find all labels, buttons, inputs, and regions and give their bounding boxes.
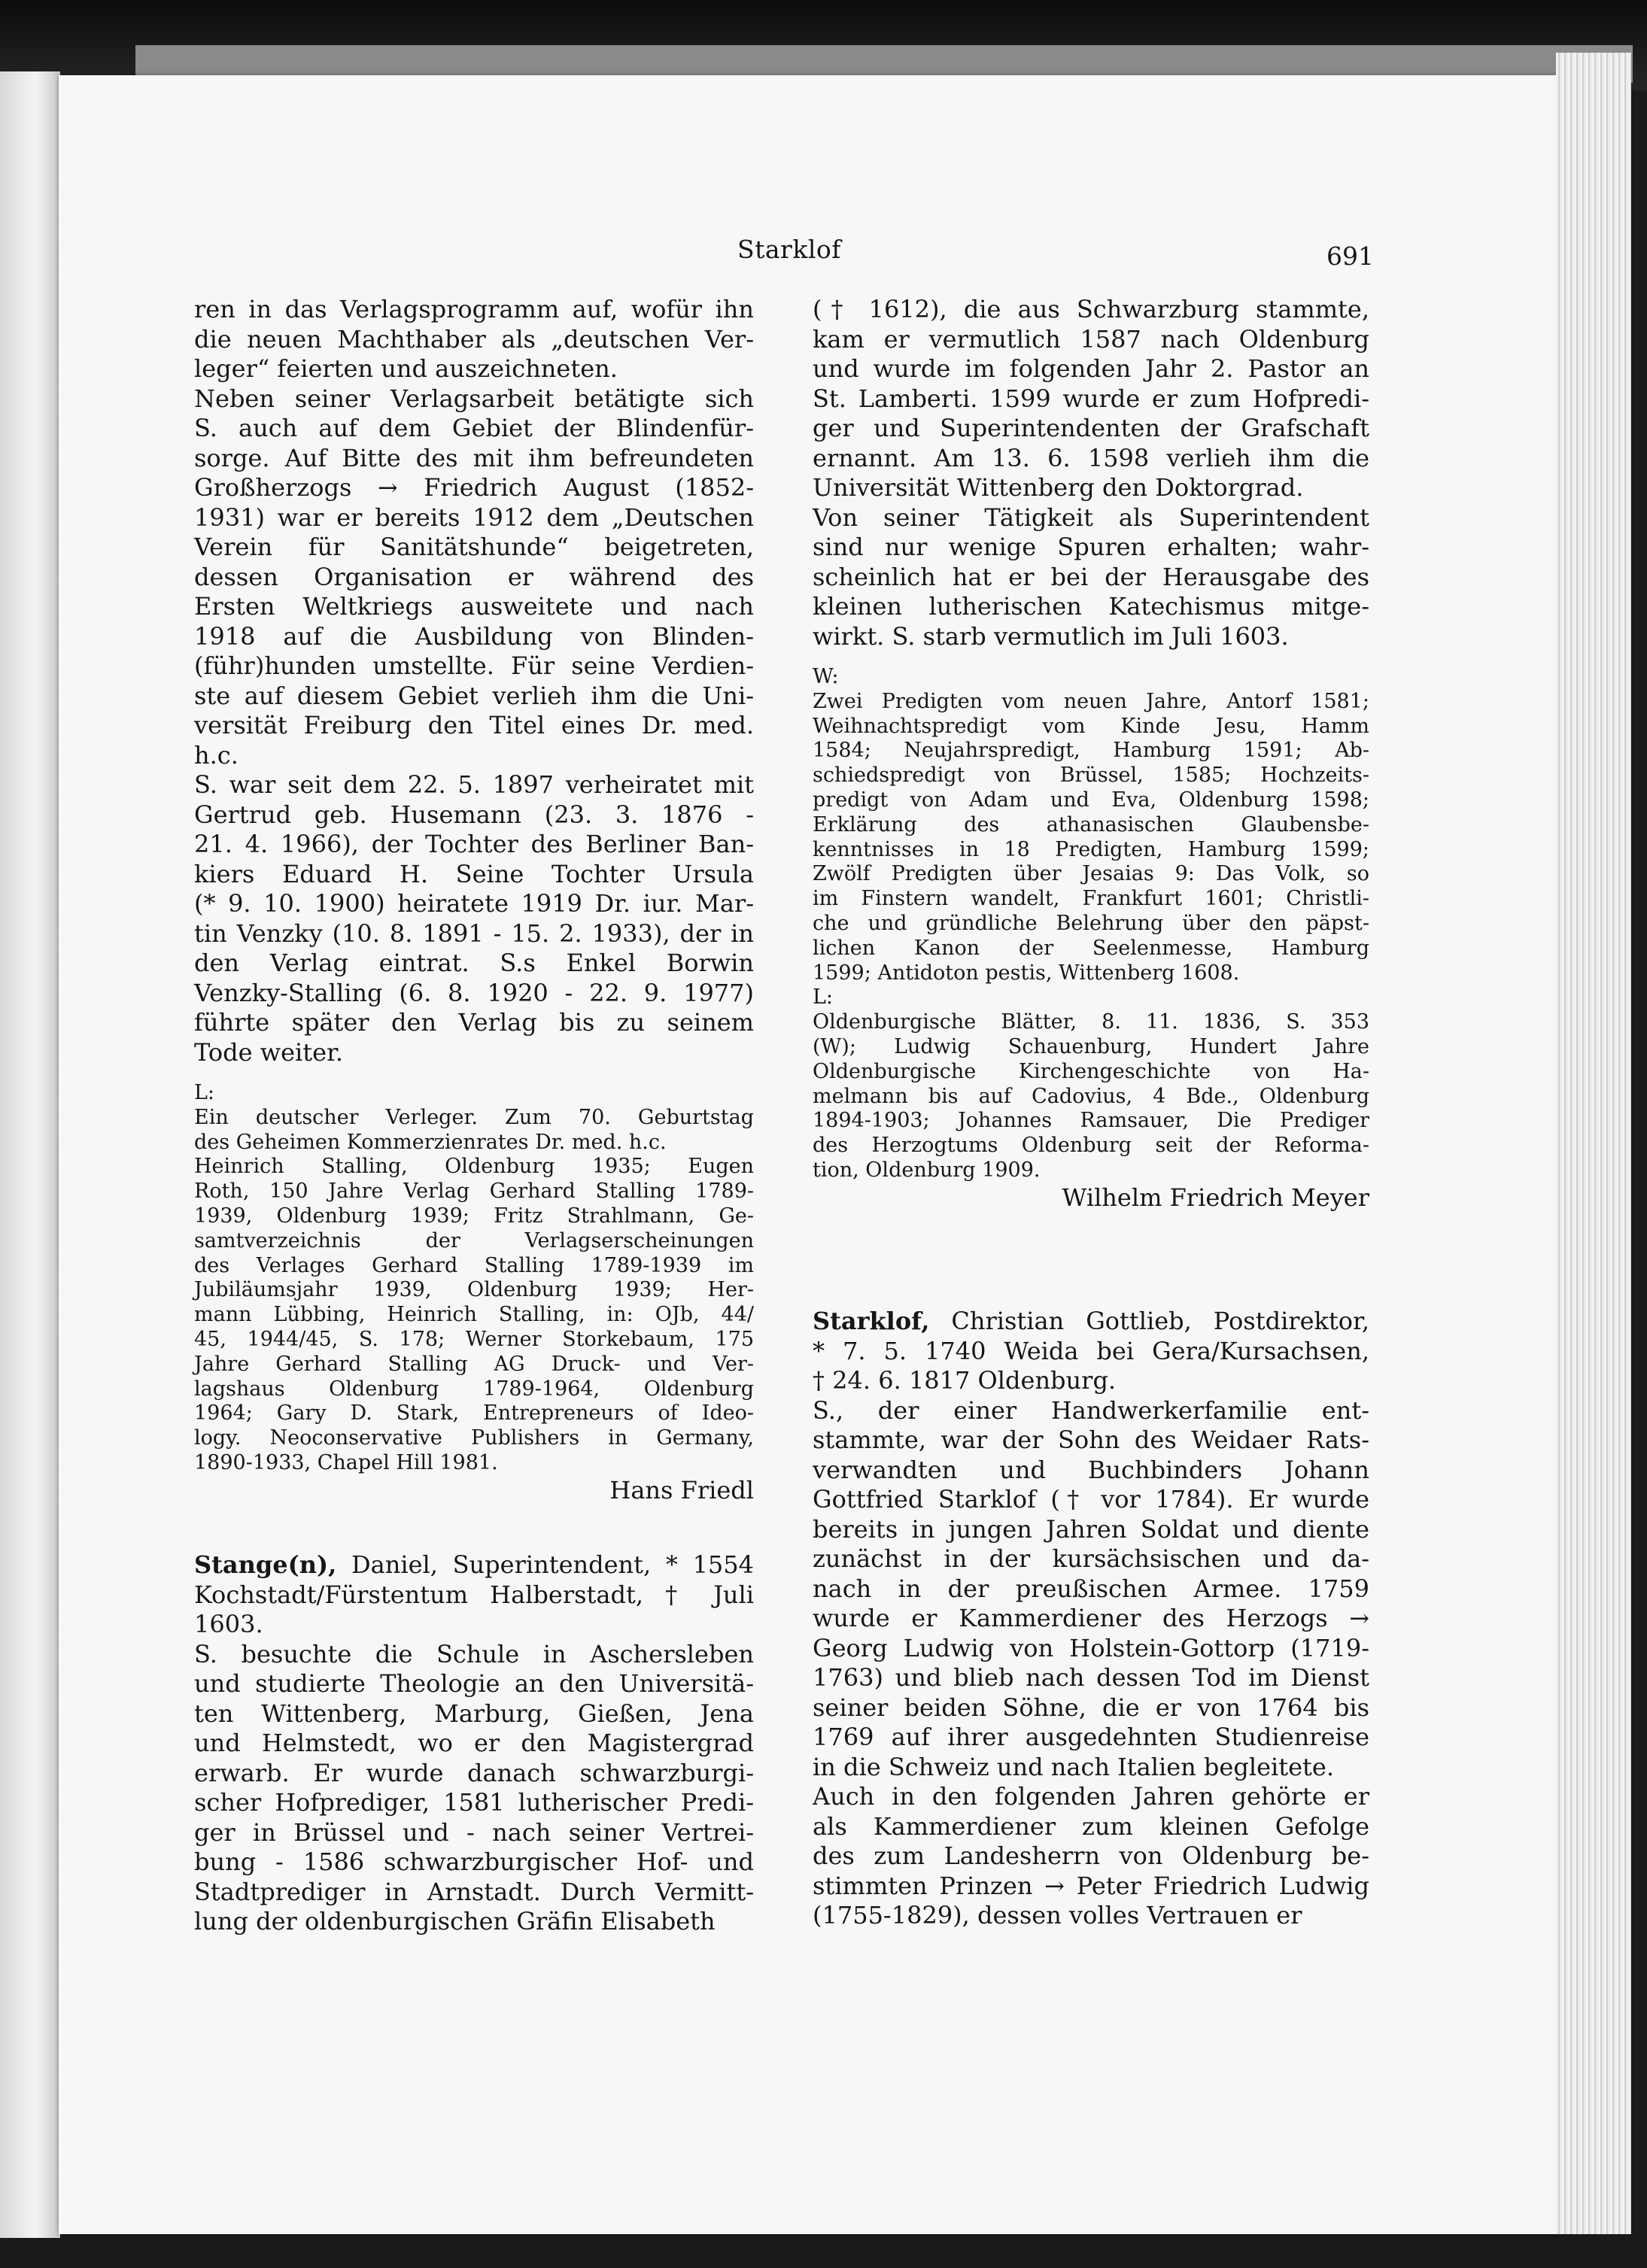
text-line: erwarb. Er wurde danach schwarzburgi- — [194, 1758, 754, 1787]
text-line: ten Wittenberg, Marburg, Gießen, Jena — [194, 1699, 754, 1728]
works-heading: W: — [813, 665, 839, 688]
text-line: lichen Kanon der Seelenmesse, Hamburg — [813, 936, 1369, 960]
text-line: Ein deutscher Verleger. Zum 70. Geburtstag — [194, 1105, 754, 1129]
text-line: Oldenburgische Kirchengeschichte von Ha- — [813, 1059, 1369, 1083]
text-line: tin Venzky (10. 8. 1891 - 15. 2. 1933), der in — [194, 918, 754, 948]
text-line: und studierte Theologie an den Universitä- — [194, 1669, 754, 1699]
text-line: logy. Neoconservative Publishers in Germany, — [194, 1426, 754, 1450]
text-line: Heinrich Stalling, Oldenburg 1935; Eugen — [194, 1155, 754, 1179]
text-line: scheinlich hat er bei der Herausgabe des — [813, 562, 1369, 591]
entry-author: Hans Friedl — [609, 1475, 754, 1504]
text-line: Gottfried Starklof († vor 1784). Er wurde — [813, 1485, 1369, 1514]
text-line: (führ)hunden umstellte. Für seine Verdien- — [194, 651, 754, 680]
text-line: mann Lübbing, Heinrich Stalling, in: OJb, 44/ — [194, 1303, 754, 1327]
text-line: Weihnachtspredigt vom Kinde Jesu, Hamm — [813, 714, 1369, 738]
text-line: ger und Superintendenten der Grafschaft — [813, 414, 1369, 442]
text-line: 1918 auf die Ausbildung von Blinden- — [194, 621, 754, 651]
text-line: S. war seit dem 22. 5. 1897 verheiratet mit — [194, 770, 754, 799]
stange-works-and-literature — [813, 665, 1369, 1183]
text-line: tion, Oldenburg 1909. — [813, 1158, 1041, 1182]
text-line: des Herzogtums Oldenburg seit der Reforma- — [813, 1134, 1369, 1158]
text-line: Erklärung des athanasischen Glaubensbe- — [813, 812, 1369, 836]
text-line: lung der oldenburgischen Gräfin Elisabeth — [194, 1907, 716, 1936]
stalling-literature — [194, 1081, 754, 1476]
text-line: (* 9. 10. 1900) heiratete 1919 Dr. iur. Mar- — [194, 889, 754, 918]
text-line: Georg Ludwig von Holstein-Gottorp (1719- — [813, 1633, 1369, 1662]
text-line: Ersten Weltkriegs ausweitete und nach — [194, 592, 754, 621]
stange-entry-continuation — [813, 295, 1369, 651]
text-line: h.c. — [194, 740, 239, 770]
right-column — [813, 295, 1369, 1931]
text-line: bereits in jungen Jahren Soldat und diente — [813, 1514, 1369, 1544]
text-line: 1939, Oldenburg 1939; Fritz Strahlmann, Ge- — [194, 1204, 754, 1228]
text-line: kiers Eduard H. Seine Tochter Ursula — [194, 859, 754, 888]
text-line: versität Freiburg den Titel eines Dr. med. — [194, 711, 754, 739]
text-line: 45, 1944/45, S. 178; Werner Storkebaum, 175 — [194, 1327, 754, 1351]
text-line: wurde er Kammerdiener des Herzogs → — [813, 1604, 1369, 1633]
stange-entry-text — [194, 1580, 754, 1937]
literature-list — [194, 1106, 754, 1476]
text-line: ger in Brüssel und - nach seiner Vertrei- — [194, 1817, 754, 1847]
text-line: Von seiner Tätigkeit als Superintendent — [813, 502, 1369, 532]
text-line: nach in der preußischen Armee. 1759 — [813, 1574, 1369, 1603]
text-line: stammte, war der Sohn des Weidaer Rats- — [813, 1425, 1369, 1455]
text-line: Zwölf Predigten über Jesaias 9: Das Volk, so — [813, 862, 1369, 886]
text-line: 21. 4. 1966), der Tochter des Berliner Ban- — [194, 830, 754, 858]
text-line: Großherzogs → Friedrich August (1852- — [194, 473, 754, 502]
text-line: St. Lamberti. 1599 wurde er zum Hofpredi- — [813, 384, 1369, 413]
text-line: sorge. Auf Bitte des mit ihm befreundeten — [194, 443, 754, 472]
text-line: † 24. 6. 1817 Oldenburg. — [813, 1366, 1117, 1395]
text-line: Universität Wittenberg den Doktorgrad. — [813, 473, 1304, 502]
text-line: 1603. — [194, 1610, 263, 1639]
text-line: bung - 1586 schwarzburgischer Hof- und — [194, 1847, 754, 1877]
text-line: 1584; Neujahrspredigt, Hamburg 1591; Ab- — [813, 739, 1369, 763]
text-line: Stadtprediger in Arnstadt. Durch Vermitt- — [194, 1877, 754, 1906]
text-line: lagshaus Oldenburg 1789-1964, Oldenburg — [194, 1377, 754, 1401]
text-line: 1763) und blieb nach dessen Tod im Dienst — [813, 1663, 1369, 1693]
text-line: (W); Ludwig Schauenburg, Hundert Jahre — [813, 1034, 1369, 1058]
page-number: 691 — [1326, 241, 1374, 271]
stalling-entry-text — [194, 295, 754, 1067]
text-line: Auch in den folgenden Jahren gehörte er — [813, 1782, 1369, 1811]
text-line: schiedspredigt von Brüssel, 1585; Hochzeits- — [813, 764, 1369, 788]
entry-name: Starklof, — [813, 1307, 930, 1336]
text-line: Zwei Predigten vom neuen Jahre, Antorf 1581; — [813, 689, 1369, 713]
text-line: Tode weiter. — [194, 1037, 344, 1067]
text-line: und Helmstedt, wo er den Magistergrad — [194, 1729, 754, 1758]
text-line: und wurde im folgenden Jahr 2. Pastor an — [813, 354, 1369, 383]
text-line: sind nur wenige Spuren erhalten; wahr- — [813, 533, 1369, 561]
text-line: seiner beiden Söhne, die er von 1764 bis — [813, 1693, 1369, 1722]
text-line: kam er vermutlich 1587 nach Oldenburg — [813, 324, 1369, 354]
text-line: Jubiläumsjahr 1939, Oldenburg 1939; Her- — [194, 1278, 754, 1302]
left-column — [194, 295, 754, 1937]
text-line: leger“ feierten und auszeichneten. — [194, 354, 618, 383]
text-line: dessen Organisation er während des — [194, 562, 754, 591]
text-line: des Geheimen Kommerzienrates Dr. med. h.c. — [194, 1130, 667, 1154]
text-line: 1890-1933, Chapel Hill 1981. — [194, 1450, 498, 1474]
text-line: des zum Landesherrn von Oldenburg be- — [813, 1841, 1369, 1871]
entry-headline — [813, 1307, 1369, 1337]
text-line: Jahre Gerhard Stalling AG Druck- und Ver- — [194, 1352, 754, 1376]
entry-headline — [194, 1550, 754, 1580]
text-line: Neben seiner Verlagsarbeit betätigte sich — [194, 384, 754, 413]
literature-heading: L: — [813, 985, 834, 1010]
text-line: S. besuchte die Schule in Aschersleben — [194, 1639, 754, 1668]
literature-list — [813, 1010, 1369, 1183]
text-line: (1755-1829), dessen volles Vertrauen er — [813, 1901, 1302, 1930]
text-line: Venzky-Stalling (6. 8. 1920 - 22. 9. 1977) — [194, 978, 754, 1007]
entry-name: Stange(n), — [194, 1550, 337, 1580]
text-line: die neuen Machthaber als „deutschen Ver- — [194, 324, 754, 354]
text-line: wirkt. S. starb vermutlich im Juli 1603. — [813, 621, 1289, 651]
text-line: den Verlag eintrat. S.s Enkel Borwin — [194, 949, 754, 977]
literature-heading: L: — [194, 1081, 215, 1104]
text-line: Roth, 150 Jahre Verlag Gerhard Stalling 1789- — [194, 1180, 754, 1204]
text-line: Kochstadt/Fürstentum Halberstadt, † Juli — [194, 1580, 754, 1609]
page-block-edge — [1556, 53, 1631, 2234]
text-line: als Kammerdiener zum kleinen Gefolge — [813, 1811, 1369, 1841]
text-line: führte später den Verlag bis zu seinem — [194, 1008, 754, 1037]
text-line: des Verlages Gerhard Stalling 1789-1939 im — [194, 1253, 754, 1277]
entry-author: Wilhelm Friedrich Meyer — [1062, 1183, 1369, 1212]
text-line: kenntnisses in 18 Predigten, Hamburg 1599; — [813, 837, 1369, 861]
text-line: scher Hofprediger, 1581 lutherischer Predi- — [194, 1788, 754, 1817]
text-line: melmann bis auf Cadovius, 4 Bde., Oldenburg — [813, 1084, 1369, 1108]
text-line: 1964; Gary D. Stark, Entrepreneurs of Ideo- — [194, 1401, 754, 1425]
text-line: che und gründliche Belehrung über den päpst- — [813, 911, 1369, 935]
text-line: im Finstern wandelt, Frankfurt 1601; Christli- — [813, 887, 1369, 911]
starklof-entry-text — [813, 1337, 1369, 1931]
text-line: ste auf diesem Gebiet verlieh ihm die Uni- — [194, 681, 754, 710]
text-line: 1769 auf ihrer ausgedehnten Studienreise — [813, 1723, 1369, 1752]
text-line: Oldenburgische Blätter, 8. 11. 1836, S. 353 — [813, 1010, 1369, 1034]
text-line: predigt von Adam und Eva, Oldenburg 1598; — [813, 788, 1369, 812]
facing-page-edge — [0, 71, 60, 2238]
text-line: ren in das Verlagsprogramm auf, wofür ihn — [194, 295, 754, 323]
text-line: Verein für Sanitätshunde“ beigetreten, — [194, 533, 754, 561]
text-line: 1599; Antidoton pestis, Wittenberg 1608. — [813, 961, 1240, 985]
text-line: S., der einer Handwerkerfamilie ent- — [813, 1395, 1369, 1425]
text-line: zunächst in der kursächsischen und da- — [813, 1544, 1369, 1574]
text-line: in die Schweiz und nach Italien begleitete. — [813, 1752, 1334, 1781]
text-line: kleinen lutherischen Katechismus mitge- — [813, 592, 1369, 621]
entry-headline-rest: Daniel, Superintendent, * 1554 — [336, 1550, 754, 1580]
text-line: ernannt. Am 13. 6. 1598 verlieh ihm die — [813, 443, 1369, 472]
text-line: Gertrud geb. Husemann (23. 3. 1876 - — [194, 800, 754, 829]
text-line: S. auch auf dem Gebiet der Blindenfür- — [194, 414, 754, 442]
text-line: 1894-1903; Johannes Ramsauer, Die Prediger — [813, 1109, 1369, 1133]
text-line: († 1612), die aus Schwarzburg stammte, — [813, 295, 1369, 323]
text-line: samtverzeichnis der Verlagserscheinungen — [194, 1228, 754, 1252]
works-list — [813, 690, 1369, 986]
text-line: * 7. 5. 1740 Weida bei Gera/Kursachsen, — [813, 1336, 1369, 1365]
text-line: 1931) war er bereits 1912 dem „Deutschen — [194, 502, 754, 532]
text-line: stimmten Prinzen → Peter Friedrich Ludwig — [813, 1871, 1369, 1900]
running-head: Starklof — [737, 235, 841, 264]
text-line: verwandten und Buchbinders Johann — [813, 1455, 1369, 1484]
entry-headline-rest: Christian Gottlieb, Postdirektor, — [929, 1307, 1369, 1336]
